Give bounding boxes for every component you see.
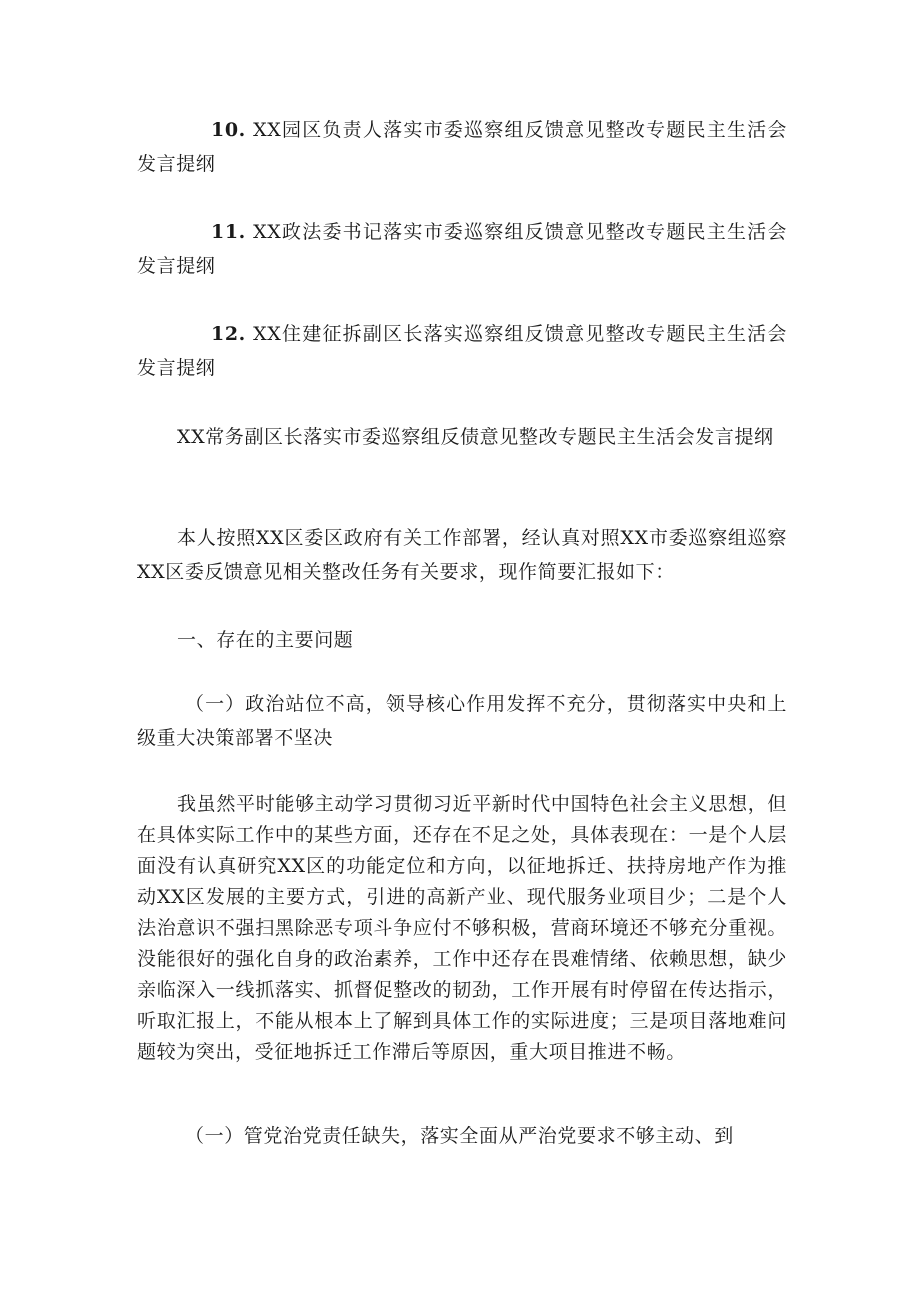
intro-paragraph: 本人按照XX区委区政府有关工作部署，经认真对照XX市委巡察组巡察XX区委反馈意见相关整改任务有关要求，现作简要汇报如下： [137, 527, 787, 583]
toc-item-text: XX园区负责人落实市委巡察组反馈意见整改专题民主生活会发言提纲 [137, 119, 787, 175]
toc-item-number: 12. [211, 323, 246, 345]
subsection-heading-political: （一）政治站位不高，领导核心作用发挥不充分，贯彻落实中央和上级重大决策部署不坚决 [137, 693, 787, 749]
subsection-body-political: 我虽然平时能够主动学习贯彻习近平新时代中国特色社会主义思想，但在具体实际工作中的某些方面，还存在不足之处，具体表现在：一是个人层面没有认真研究XX区的功能定位和方向，以征地拆迁、扶持房地产作为推动XX区发展的主要方式，引进的高新产业、现代服务业项目少；二是个人法治意识不强扫黑除恶专项斗争应付不够积极，营商环境还不够充分重视。没能很好的强化自身的政治素养，工作中还存在畏难情绪、依赖思想，缺少亲临深入一线抓落实、抓督促整改的韧劲，工作开展有时停留在传达指示，听取汇报上，不能从根本上了解到具体工作的实际进度；三是项目落地难问题较为突出，受征地拆迁工作滞后等原因，重大项目推进不畅。 [137, 793, 787, 1063]
toc-item-text: XX住建征拆副区长落实巡察组反馈意见整改专题民主生活会发言提纲 [137, 323, 787, 379]
document-title: XX常务副区长落实市委巡察组反债意见整改专题民主生活会发言提纲 [177, 426, 774, 448]
toc-item-10 [137, 113, 787, 181]
toc-item-text: XX政法委书记落实市委巡察组反馈意见整改专题民主生活会发言提纲 [137, 221, 787, 277]
toc-item-11 [137, 215, 787, 283]
subsection-heading-party: （一）管党治党责任缺失，落实全面从严治党要求不够主动、到 [185, 1125, 734, 1147]
toc-item-12 [137, 317, 787, 385]
section-heading-problems: 一、存在的主要问题 [177, 629, 354, 651]
toc-item-number: 11. [211, 221, 246, 243]
toc-item-number: 10. [211, 119, 246, 141]
